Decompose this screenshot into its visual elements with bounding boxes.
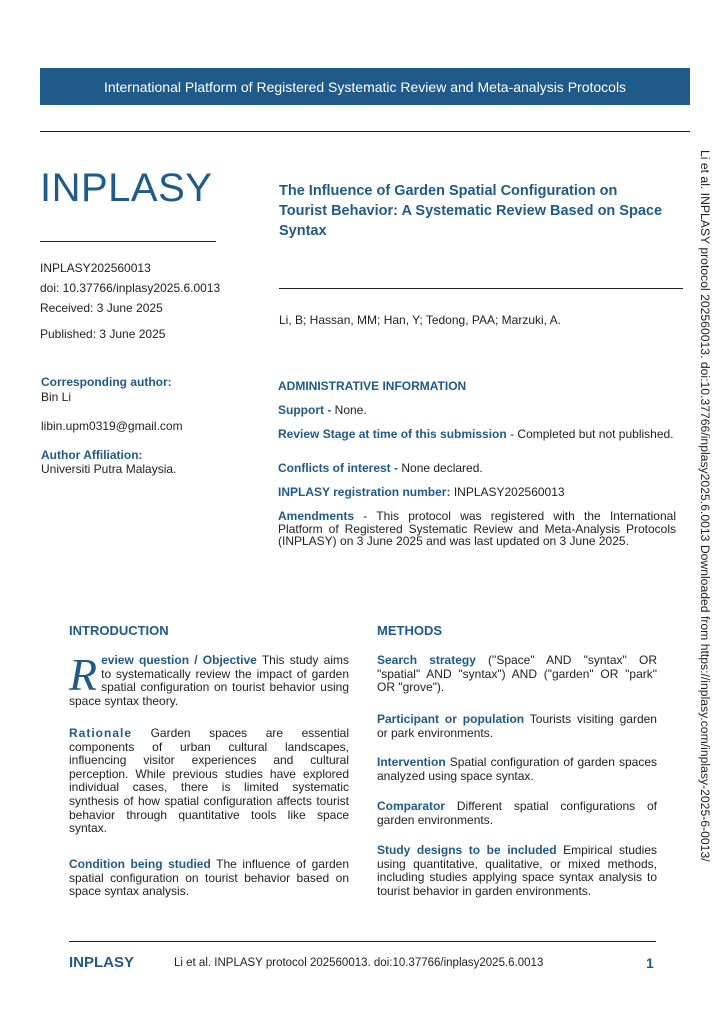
page-number: 1 [646,955,654,971]
condition-text: The influence of garden spatial configuration on tourist behavior based on space syntax analysis. [69,857,349,899]
registration-value: INPLASY202560013 [450,485,565,499]
logo-divider [40,241,216,242]
received-date: Received: 3 June 2025 [40,301,163,315]
admin-registration [278,486,676,499]
top-divider [40,131,690,132]
affiliation-label [41,448,143,462]
review-question-text: This study aims to systematically review the impact of garden spatial configuration on tourist behavior using space syntax theory. [69,653,349,708]
support-label: Support - [278,403,332,417]
search-strategy-text: ("Space" AND "syntax" OR "spatial" AND "syntax") AND ("garden" OR "park" OR "grove"). [377,653,657,695]
introduction-heading: INTRODUCTION [69,623,169,638]
search-strategy-paragraph [377,654,657,695]
side-note-text[interactable]: Li et al. INPLASY protocol 202560013. doi:10.37766/inplasy2025.6.0013 Downloaded from https://inplasy.com/inplasy-2025-6-0013/ [698,150,712,862]
conflicts-value: None declared. [398,461,483,475]
condition-paragraph [69,858,349,899]
published-date: Published: 3 June 2025 [40,327,166,341]
affiliation-value: Universiti Putra Malaysia. [41,462,177,476]
comparator-label: Comparator [377,799,446,813]
review-stage-value: - Completed but not published. [506,427,674,441]
article-title: The Influence of Garden Spatial Configuration on Tourist Behavior: A Systematic Review Based on Space Syntax [279,183,663,239]
intervention-label: Intervention [377,755,446,769]
admin-amendments [278,510,676,548]
amendments-value: - This protocol was registered with the International Platform of Registered Systematic Review and Meta-Analysis Protocols (INPLASY) on 3 June 2025 and was last updated on 3 June 2025. [278,509,676,548]
corresponding-author-label [41,375,172,389]
admin-conflicts [278,462,676,475]
registration-id: INPLASY202560013 [40,261,151,275]
methods-heading: METHODS [377,623,442,638]
author-list: Li, B; Hassan, MM; Han, Y; Tedong, PAA; Marzuki, A. [279,313,562,327]
vertical-side-note [698,150,712,870]
corresponding-label: Corresponding author: [41,375,172,389]
admin-heading: ADMINISTRATIVE INFORMATION [278,379,467,393]
inplasy-logo: INPLASY [40,166,213,210]
admin-support [278,404,676,417]
study-designs-label: Study designs to be included [377,843,557,857]
intervention-paragraph [377,756,657,783]
review-question-paragraph [69,649,349,708]
doi[interactable]: doi: 10.37766/inplasy2025.6.0013 [40,281,221,295]
affiliation-label-text: Author Affiliation: [41,448,143,462]
condition-label: Condition being studied [69,857,211,871]
title-divider [279,288,683,289]
banner-text: International Platform of Registered Systematic Review and Meta-analysis Protocols [103,78,627,95]
admin-review-stage [278,428,676,441]
search-strategy-label: Search strategy [377,653,476,667]
study-designs-text: Empirical studies using quantitative, qualitative, or mixed methods, including studies applying space syntax analysis to tourist behavior in garden environments. [377,843,658,898]
comparator-text: Different spatial configurations of garden environments. [377,799,657,827]
support-value: None. [331,403,367,417]
comparator-paragraph [377,800,657,827]
footer-citation: Li et al. INPLASY protocol 202560013. doi:10.37766/inplasy2025.6.0013 [174,957,544,969]
corresponding-email[interactable]: libin.upm0319@gmail.com [41,419,183,433]
registration-label: INPLASY registration number: [278,485,451,499]
review-stage-label: Review Stage at time of this submission [278,427,507,441]
rationale-paragraph [69,727,349,836]
header-banner [40,68,690,105]
study-designs-paragraph [377,844,657,898]
footer-divider [69,941,656,942]
corresponding-author-name: Bin Li [41,390,72,404]
participant-label: Participant or population [377,712,525,726]
amendments-label: Amendments [278,509,355,523]
conflicts-label: Conflicts of interest - [278,461,399,475]
review-question-label: eview question / Objective [101,653,257,667]
rationale-text: Garden spaces are essential components of urban cultural landscapes, influencing visitor experiences and cultural perception. While previous studies have explored individual cases, there is limited systematic synthesis of how spatial configuration affects tourist behavior through quantitative tools like space syntax. [69,726,349,836]
participant-text: Tourists visiting garden or park environments. [377,712,657,740]
drop-cap: R [69,649,98,700]
intervention-text: Spatial configuration of garden spaces analyzed using space syntax. [377,755,657,783]
participant-paragraph [377,713,657,740]
rationale-label: Rationale [69,726,133,740]
footer-logo: INPLASY [69,954,135,971]
